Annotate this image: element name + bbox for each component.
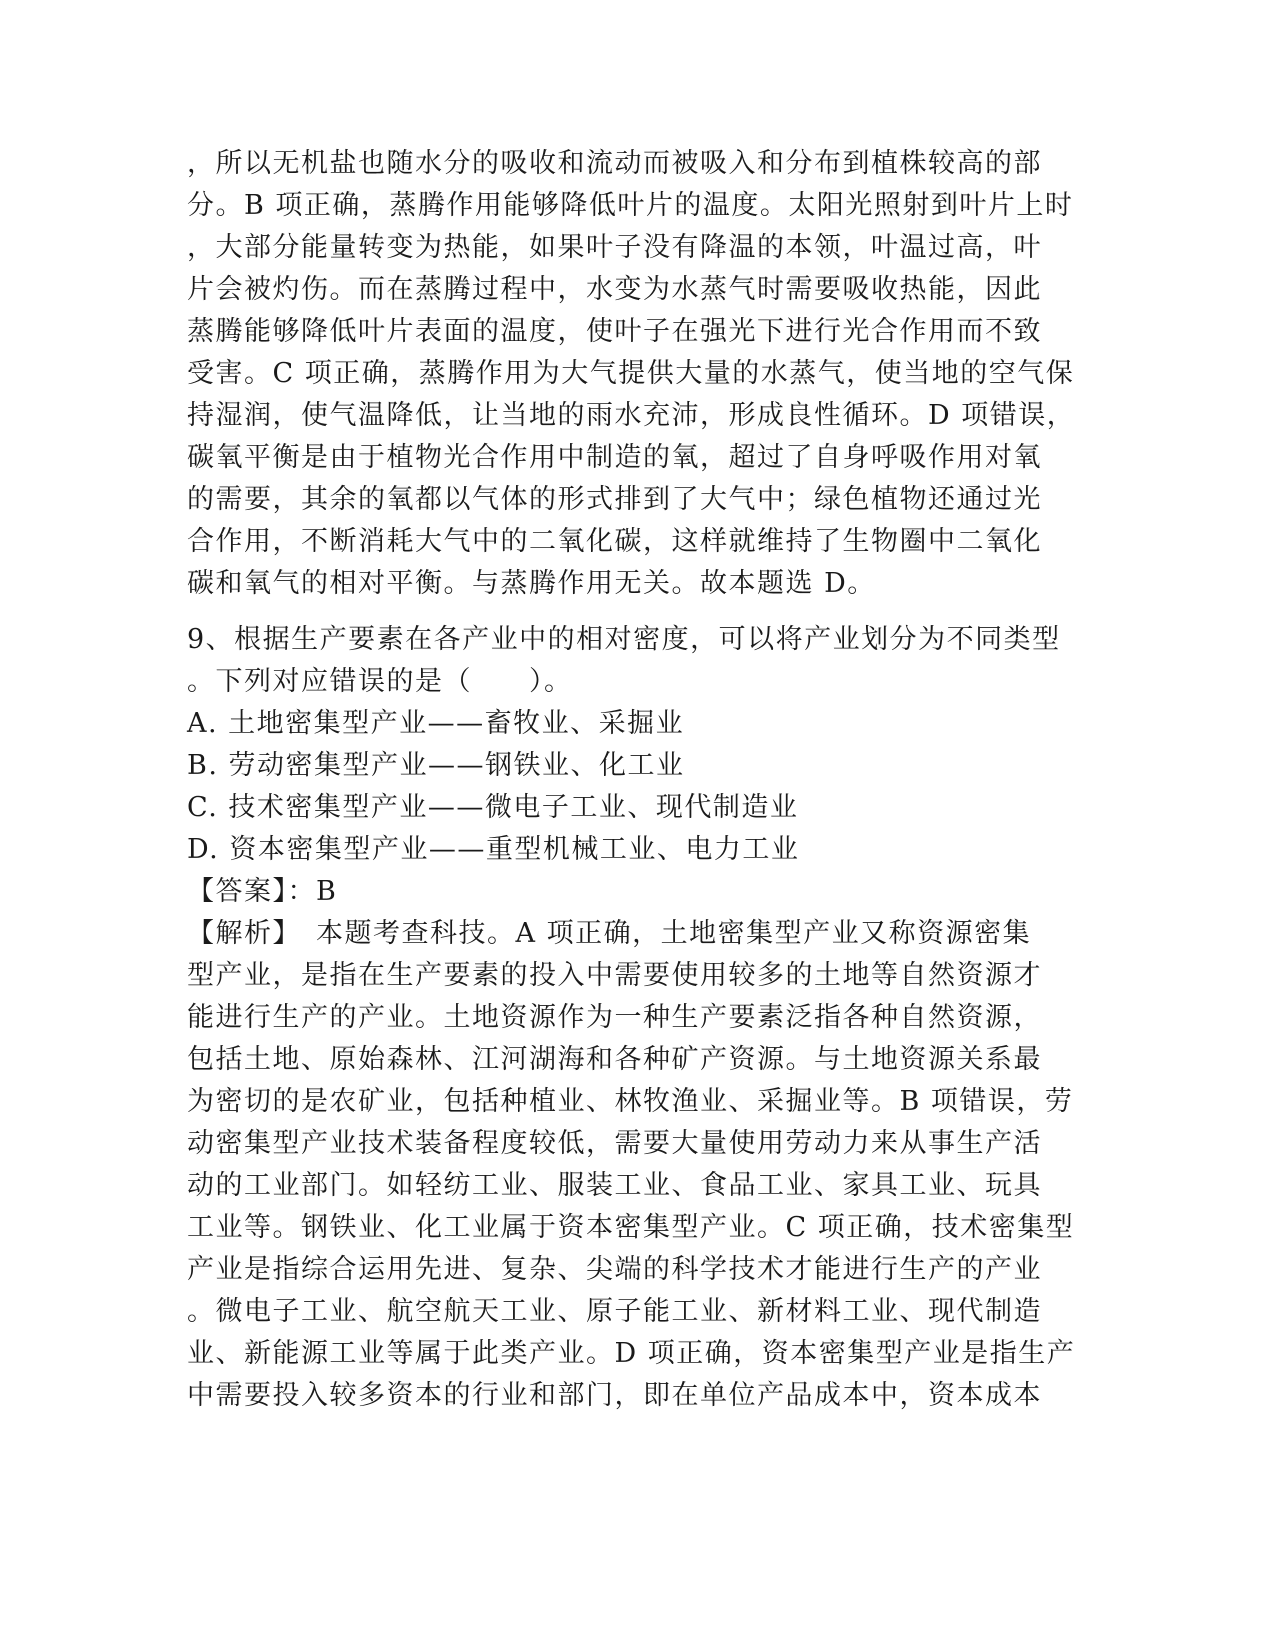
explanation-line: 动的工业部门。如轻纺工业、服装工业、食品工业、家具工业、玩具: [187, 1170, 1042, 1201]
option-d: D. 资本密集型产业——重型机械工业、电力工业: [187, 834, 800, 865]
explanation-line: 为密切的是农矿业，包括种植业、林牧渔业、采掘业等。B 项错误，劳: [187, 1086, 1074, 1117]
option-a: A. 土地密集型产业——畜牧业、采掘业: [187, 708, 685, 739]
text-line: 的需要，其余的氧都以气体的形式排到了大气中；绿色植物还通过光: [187, 484, 1042, 515]
text-line: 蒸腾能够降低叶片表面的温度，使叶子在强光下进行光合作用而不致: [187, 316, 1042, 347]
option-c: C. 技术密集型产业——微电子工业、现代制造业: [187, 792, 799, 823]
text-line: ，大部分能量转变为热能，如果叶子没有降温的本领，叶温过高，叶: [187, 232, 1042, 263]
question-explanation: [187, 913, 1076, 1417]
text-line: 片会被灼伤。而在蒸腾过程中，水变为水蒸气时需要吸收热能，因此: [187, 274, 1042, 305]
explanation-line: 产业是指综合运用先进、复杂、尖端的科学技术才能进行生产的产业: [187, 1254, 1042, 1285]
text-line: 合作用，不断消耗大气中的二氧化碳，这样就维持了生物圈中二氧化: [187, 526, 1042, 557]
previous-explanation: [187, 143, 1076, 605]
question-stem-line: 。下列对应错误的是（ ）。: [187, 666, 573, 697]
text-line: 分。B 项正确，蒸腾作用能够降低叶片的温度。太阳光照射到叶片上时: [187, 190, 1074, 221]
option-b: B. 劳动密集型产业——钢铁业、化工业: [187, 750, 685, 781]
question-stem: [187, 619, 1067, 703]
text-line: 碳氧平衡是由于植物光合作用中制造的氧，超过了自身呼吸作用对氧: [187, 442, 1042, 473]
explanation-line: 包括土地、原始森林、江河湖海和各种矿产资源。与土地资源关系最: [187, 1044, 1042, 1075]
explanation-line: 。微电子工业、航空航天工业、原子能工业、新材料工业、现代制造: [187, 1296, 1042, 1327]
text-line: 碳和氧气的相对平衡。与蒸腾作用无关。故本题选 D。: [187, 568, 876, 599]
explanation-line: 中需要投入较多资本的行业和部门，即在单位产品成本中，资本成本: [187, 1380, 1042, 1411]
explanation-line: 能进行生产的产业。土地资源作为一种生产要素泛指各种自然资源，: [187, 1002, 1042, 1033]
question-options: [187, 703, 1067, 871]
question-stem-line: 9、根据生产要素在各产业中的相对密度，可以将产业划分为不同类型: [187, 624, 1061, 655]
explanation-line: 动密集型产业技术装备程度较低，需要大量使用劳动力来从事生产活: [187, 1128, 1042, 1159]
text-line: ，所以无机盐也随水分的吸收和流动而被吸入和分布到植株较高的部: [187, 148, 1042, 179]
answer-line: 【答案】：B: [187, 876, 338, 907]
text-line: 受害。C 项正确，蒸腾作用为大气提供大量的水蒸气，使当地的空气保: [187, 358, 1075, 389]
explanation-line: 工业等。钢铁业、化工业属于资本密集型产业。C 项正确，技术密集型: [187, 1212, 1075, 1243]
document-body: [187, 143, 1076, 1417]
explanation-line: 业、新能源工业等属于此类产业。D 项正确，资本密集型产业是指生产: [187, 1338, 1076, 1369]
text-line: 持湿润，使气温降低，让当地的雨水充沛，形成良性循环。D 项错误，: [187, 400, 1076, 431]
paragraph-spacer: [187, 605, 1067, 619]
question-9: [187, 619, 1076, 1417]
explanation-line: 型产业，是指在生产要素的投入中需要使用较多的土地等自然资源才: [187, 960, 1042, 991]
explanation-line: 【解析】 本题考查科技。A 项正确，土地密集型产业又称资源密集: [187, 918, 1032, 949]
